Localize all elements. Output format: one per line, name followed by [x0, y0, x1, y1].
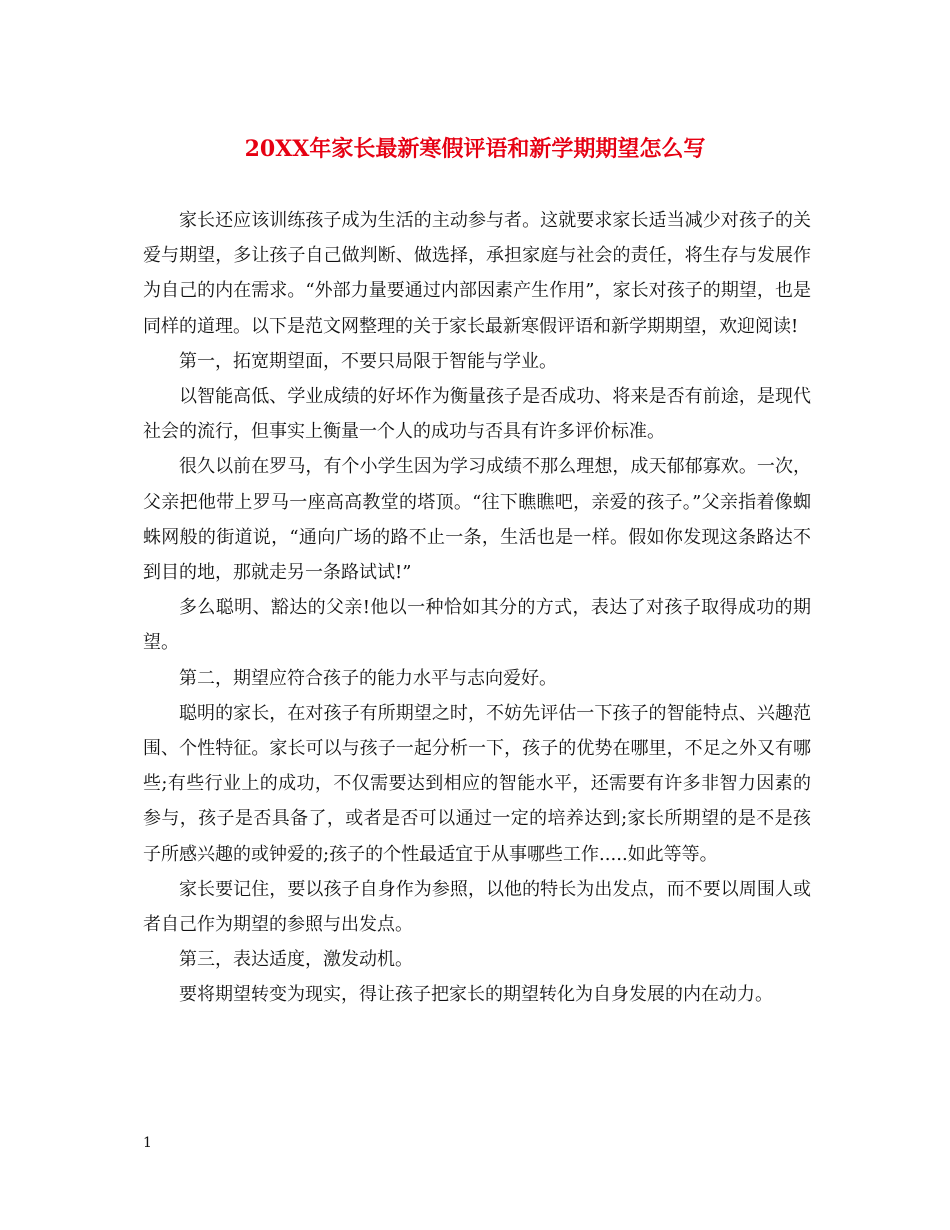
paragraph: 聪明的家长，在对孩子有所期望之时，不妨先评估一下孩子的智能特点、兴趣范围、个性特征。家长可以与孩子一起分析一下，孩子的优势在哪里，不足之外又有哪些;有些行业上的成功，不仅需要达到相应的智能水平，还需要有许多非智力因素的参与，孩子是否具备了，或者是否可以通过一定的培养达到;家长所期望的是不是孩子所感兴趣的或钟爱的;孩子的个性最适宜于从事哪些工作.....如此等等。 — [143, 702, 811, 865]
paragraph-heading-second: 第二，期望应符合孩子的能力水平与志向爱好。 — [179, 667, 557, 689]
paragraph: 多么聪明、豁达的父亲!他以一种恰如其分的方式，表达了对孩子取得成功的期望。 — [143, 597, 811, 654]
paragraph: 要将期望转变为现实，得让孩子把家长的期望转化为自身发展的内在动力。 — [179, 984, 773, 1006]
paragraph-heading-third: 第三，表达适度，激发动机。 — [179, 949, 413, 971]
paragraph-heading-first: 第一，拓宽期望面，不要只局限于智能与学业。 — [179, 350, 557, 372]
page-number: 1 — [143, 1135, 152, 1151]
paragraph: 家长要记住，要以孩子自身作为参照，以他的特长为出发点，而不要以周围人或者自己作为期望的参照与出发点。 — [143, 878, 811, 936]
paragraph-intro: 家长还应该训练孩子成为生活的主动参与者。这就要求家长适当减少对孩子的关爱与期望，多让孩子自己做判断、做选择，承担家庭与社会的责任，将生存与发展作为自己的内在需求。“外部力量要通过内部因素产生作用”，家长对孩子的期望，也是同样的道理。以下是范文网整理的关于家长最新寒假评语和新学期期望，欢迎阅读! — [143, 210, 811, 337]
document-body — [143, 203, 811, 1013]
paragraph: 以智能高低、学业成绩的好坏作为衡量孩子是否成功、将来是否有前途，是现代社会的流行，但事实上衡量一个人的成功与否具有许多评价标准。 — [143, 386, 811, 443]
paragraph-rome-story: 很久以前在罗马，有个小学生因为学习成绩不那么理想，成天郁郁寡欢。一次，父亲把他带上罗马一座高高教堂的塔顶。“往下瞧瞧吧，亲爱的孩子。”父亲指着像蜘蛛网般的街道说，“通向广场的路不止一条，生活也是一样。假如你发现这条路达不到目的地，那就走另一条路试试!” — [143, 456, 811, 584]
document-title: 20XX年家长最新寒假评语和新学期期望怎么写 — [244, 136, 706, 162]
